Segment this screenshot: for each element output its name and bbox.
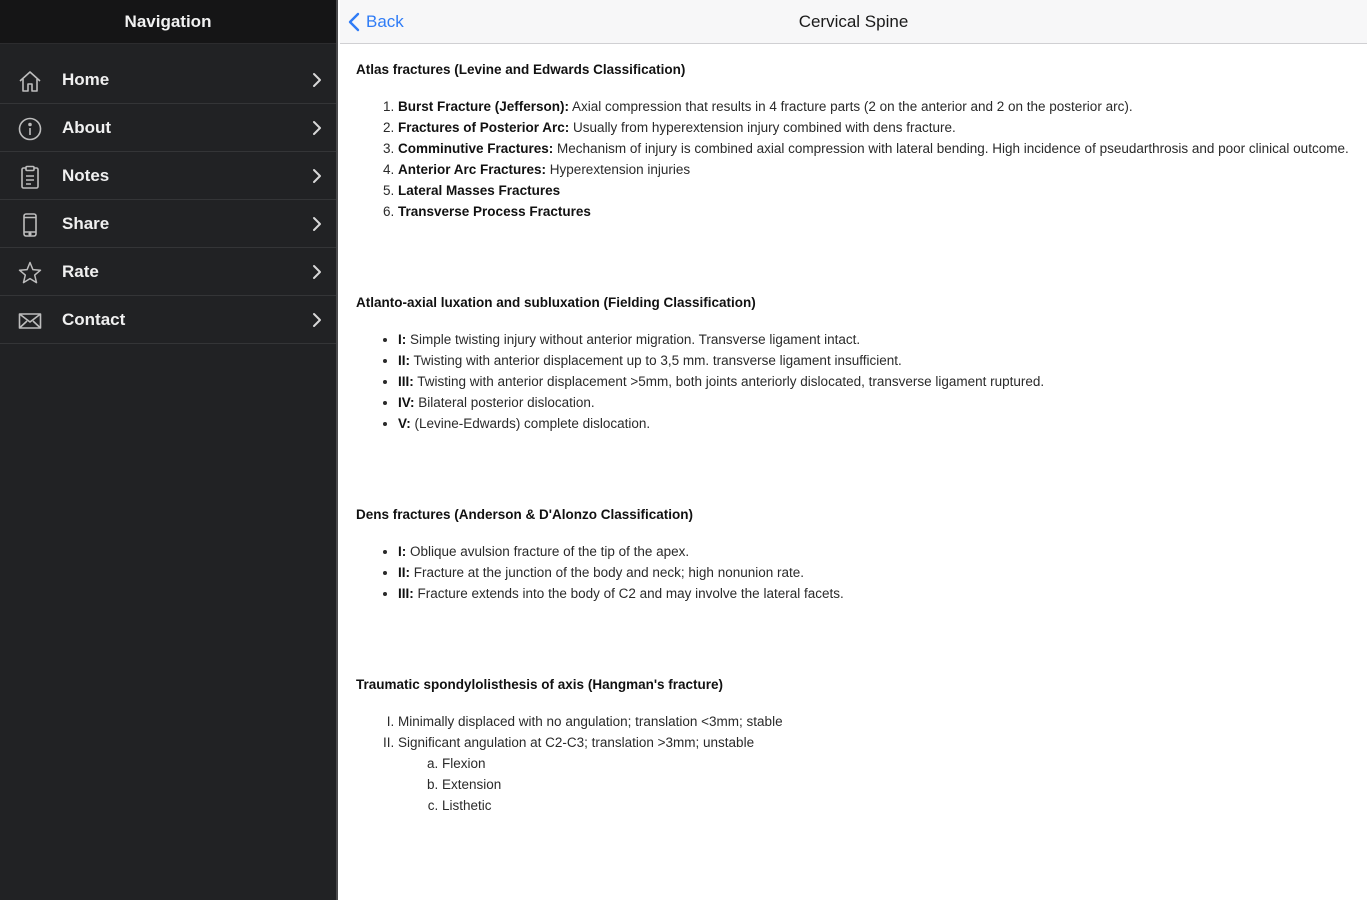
sidebar-item-home[interactable] (0, 56, 336, 104)
chevron-right-icon (312, 168, 322, 184)
term-description: Usually from hyperextension injury combined with dens fracture. (569, 120, 956, 135)
section-title: Atlanto-axial luxation and subluxation (Fielding Classification) (356, 295, 756, 310)
chevron-right-icon (312, 72, 322, 88)
list-item (398, 413, 1351, 434)
list-item: a. Flexion (442, 753, 1351, 774)
term-label: II: (398, 565, 410, 580)
list-item (398, 562, 1351, 583)
term-description: Hyperextension injuries (546, 162, 691, 177)
list-item (398, 583, 1351, 604)
term-label: II: (398, 353, 410, 368)
term-label: I: (398, 332, 407, 347)
back-label: Back (366, 12, 404, 31)
term-description: Fracture at the junction of the body and neck; high nonunion rate. (410, 565, 805, 580)
phone-icon (17, 212, 43, 238)
main-panel (340, 0, 1367, 900)
term-description: Simple twisting injury without anterior migration. Transverse ligament intact. (406, 332, 861, 347)
term-label: Comminutive Fractures: (398, 141, 554, 156)
list-item (398, 159, 1351, 180)
section-title: Traumatic spondylolisthesis of axis (Hangman's fracture) (356, 677, 724, 692)
term-description: Minimally displaced with no angulation; translation <3mm; stable (398, 714, 783, 729)
term-description: Twisting with anterior displacement up to 3,5 mm. transverse ligament insufficient. (410, 353, 902, 368)
term-description: Fracture extends into the body of C2 and may involve the lateral facets. (413, 586, 844, 601)
term-description: (Levine-Edwards) complete dislocation. (410, 416, 651, 431)
term-label: Anterior Arc Fractures: (398, 162, 547, 177)
list-item (398, 732, 1351, 816)
sidebar-item-label: About (62, 118, 112, 137)
clipboard-icon (17, 164, 43, 190)
section-hangmans-fracture (356, 674, 1351, 816)
bullet-list (356, 329, 1351, 434)
list-item (398, 117, 1351, 138)
list-item (398, 138, 1351, 159)
term-description: Bilateral posterior dislocation. (414, 395, 595, 410)
sidebar-item-rate[interactable] (0, 248, 336, 296)
sidebar-item-label: Home (62, 70, 110, 89)
list-item (398, 541, 1351, 562)
sidebar-item-contact[interactable] (0, 296, 336, 344)
section-dens-fractures (356, 504, 1351, 604)
section-title: Dens fractures (Anderson & D'Alonzo Classification) (356, 507, 694, 522)
term-description: Axial compression that results in 4 fracture parts (2 on the anterior and 2 on the posterior arc). (569, 99, 1133, 114)
term-description: Mechanism of injury is combined axial compression with lateral bending. High incidence of pseudarthrosis and poor clinical outcome. (553, 141, 1349, 156)
sidebar-item-label: Share (62, 214, 110, 233)
section-atlanto-axial-luxation (356, 292, 1351, 434)
ordered-list (356, 711, 1351, 816)
list-item (398, 711, 1351, 732)
info-icon (17, 116, 43, 142)
navigation-bar (340, 0, 1367, 44)
nested-list (398, 753, 1351, 816)
term-description: Oblique avulsion fracture of the tip of the apex. (406, 544, 690, 559)
sidebar-item-notes[interactable] (0, 152, 336, 200)
ordered-list (356, 96, 1351, 222)
term-label: V: (398, 416, 411, 431)
term-description: Twisting with anterior displacement >5mm, both joints anteriorly dislocated, transverse ligament ruptured. (413, 374, 1045, 389)
chevron-right-icon (312, 264, 322, 280)
star-icon (17, 260, 43, 286)
section-atlas-fractures (356, 59, 1351, 222)
page-title: Cervical Spine (798, 12, 909, 31)
list-item (398, 392, 1351, 413)
list-item: c. Listhetic (442, 795, 1351, 816)
sidebar-item-label: Contact (62, 310, 126, 329)
envelope-icon (17, 308, 43, 334)
sidebar-item-label: Rate (62, 262, 99, 281)
term-label: IV: (398, 395, 415, 410)
term-label: Burst Fracture (Jefferson): (398, 99, 570, 114)
sidebar-header (0, 0, 336, 44)
nav-list (0, 56, 336, 344)
term-label: Fractures of Posterior Arc: (398, 120, 570, 135)
list-item (398, 350, 1351, 371)
chevron-right-icon (312, 120, 322, 136)
list-item (398, 201, 1351, 222)
section-title: Atlas fractures (Levine and Edwards Classification) (356, 62, 686, 77)
list-item (398, 180, 1351, 201)
home-icon (17, 68, 43, 94)
sidebar-item-share[interactable] (0, 200, 336, 248)
list-item (398, 371, 1351, 392)
bullet-list (356, 541, 1351, 604)
article-content (340, 44, 1367, 816)
sidebar-item-about[interactable] (0, 104, 336, 152)
list-item: b. Extension (442, 774, 1351, 795)
term-label: Lateral Masses Fractures (398, 183, 561, 198)
list-item (398, 96, 1351, 117)
term-description: Significant angulation at C2-C3; translation >3mm; unstable (398, 735, 755, 750)
chevron-right-icon (312, 216, 322, 232)
term-label: I: (398, 544, 407, 559)
chevron-right-icon (312, 312, 322, 328)
sidebar-title: Navigation (124, 11, 212, 31)
navigation-sidebar (0, 0, 338, 900)
list-item (398, 329, 1351, 350)
sidebar-item-label: Notes (62, 166, 110, 185)
term-label: Transverse Process Fractures (398, 204, 591, 219)
term-label: III: (398, 586, 414, 601)
term-label: III: (398, 374, 414, 389)
